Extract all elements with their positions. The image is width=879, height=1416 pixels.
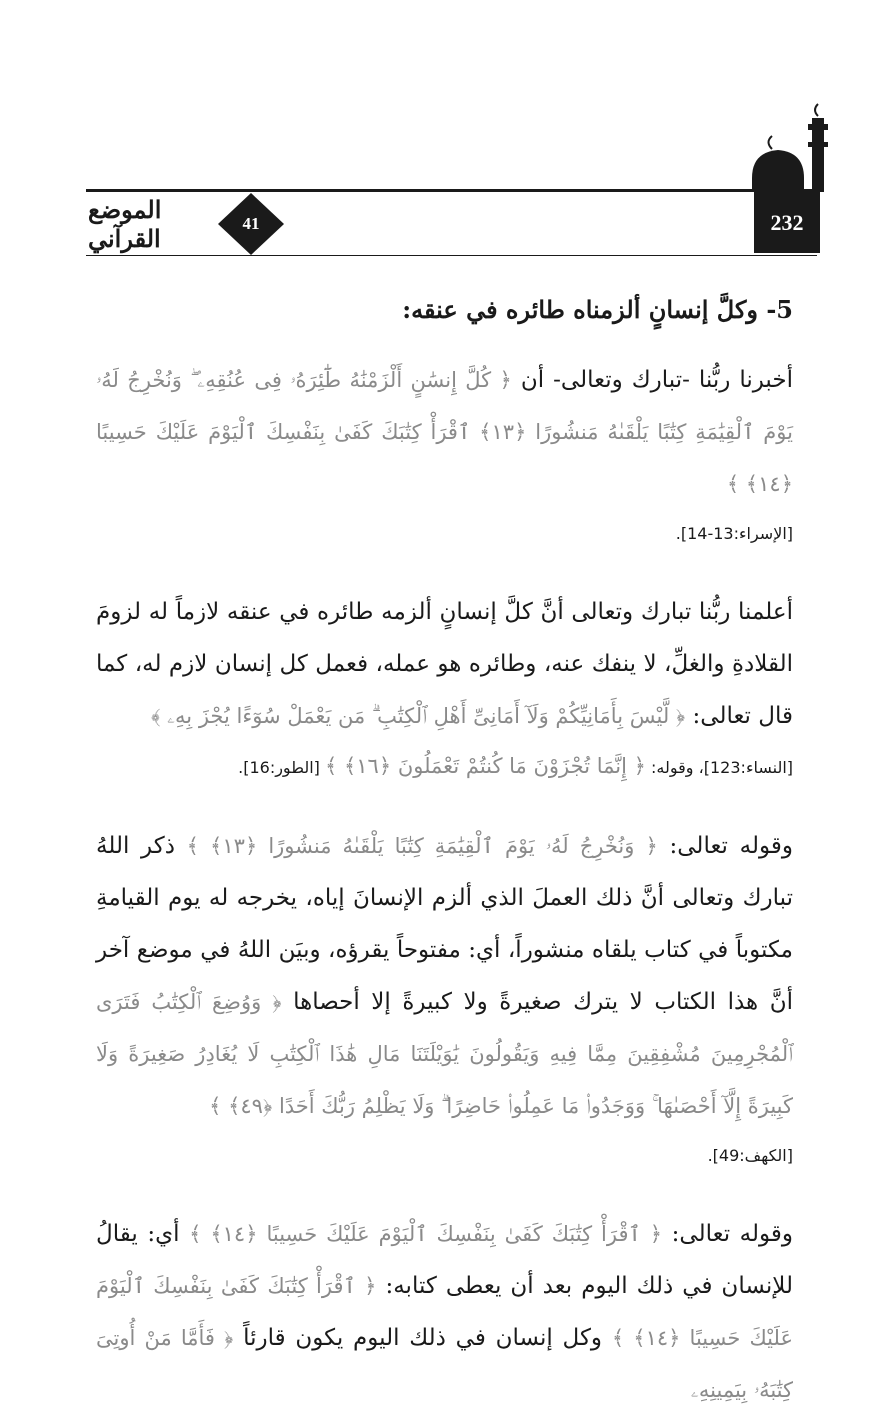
p1-verse: ﴿ كُلَّ إِنسَٰنٍ أَلْزَمْنَٰهُ طَٰٓئِرَهُۥ فِى عُنُقِهِۦ ۖ وَنُخْرِجُ لَهُۥ يَوْمَ ٱلْقِيَٰمَةِ كِتَٰبًا يَلْقَىٰهُ مَنشُورًا ﴿١٣﴾ ٱقْرَأْ كِتَٰبَكَ كَفَىٰ بِنَفْسِكَ ٱلْيَوْمَ عَلَيْكَ حَسِيبًا ﴿١٤﴾ ﴾ [96, 368, 793, 496]
p3-text: ذكر اللهُ تبارك وتعالى أنَّ ذلك العملَ الذي ألزم الإنسانَ إياه، يخرجه له يوم القيامةِ مكتوباً في كتاب يلقاه منشوراً، أي: مفتوحاً يقرؤه، وبيَن اللهُ في موضع آخر أنَّ هذا الكتاب لا يترك صغيرةً ولا كبيرةً إلا أحصاها [96, 833, 794, 1015]
p3-intro: وقوله تعالى: [669, 833, 793, 859]
p2-reference [96, 750, 793, 784]
p3-verse: ﴿ وَنُخْرِجُ لَهُۥ يَوْمَ ٱلْقِيَٰمَةِ كِتَٰبًا يَلْقَىٰهُ مَنشُورًا ﴿١٣﴾ ﴾ [186, 834, 658, 858]
p2-verse2: ﴿ إِنَّمَا تُجْزَوْنَ مَا كُنتُمْ تَعْمَلُونَ ﴿١٦﴾ ﴾ [324, 754, 646, 778]
chapter-number: 41 [242, 214, 260, 233]
p4-verse2: ﴿ ٱقْرَأْ كِتَٰبَكَ كَفَىٰ بِنَفْسِكَ ٱلْيَوْمَ عَلَيْكَ حَسِيبًا ﴿١٤﴾ ﴾ [96, 1274, 793, 1350]
p2-ref2: [الطور:16]. [238, 758, 320, 777]
p1-reference: [الإسراء:13-14]. [675, 524, 793, 543]
p3-reference: [الكهف:49]. [707, 1146, 793, 1165]
header-rule [86, 189, 817, 192]
paragraph-3 [96, 820, 793, 1132]
page-number: 232 [754, 192, 820, 253]
p4-text2: وكل إنسان في ذلك اليوم يكون قارئاً [243, 1325, 603, 1351]
section-title: الموضع القرآني [88, 195, 162, 253]
p4-verse: ﴿ ٱقْرَأْ كِتَٰبَكَ كَفَىٰ بِنَفْسِكَ ٱلْيَوْمَ عَلَيْكَ حَسِيبًا ﴿١٤﴾ ﴾ [189, 1222, 663, 1246]
p4-verse3: ﴿ فَأَمَّا مَنْ أُوتِىَ كِتَٰبَهُۥ بِيَمِينِهِۦ [96, 1326, 793, 1402]
p2-text: أعلمنا ربُّنا تبارك وتعالى أنَّ كلَّ إنسانٍ ألزمه طائره في عنقه لازماً له لزومَ القلادةِ والغلِّ، لا ينفك عنه، وطائره هو عمله، فعمل كل إنسان لازم له، كما قال تعالى: [96, 599, 793, 729]
p2-ref1: [النساء:123]، وقوله: [651, 758, 793, 777]
header-rule-bottom [86, 255, 817, 256]
paragraph-1 [96, 354, 793, 510]
paragraph-2 [96, 586, 793, 742]
paragraph-4 [96, 1208, 793, 1416]
p1-intro: أخبرنا ربُّنا -تبارك وتعالى- أن [520, 367, 793, 393]
p2-verse: ﴿ لَّيْسَ بِأَمَانِيِّكُمْ وَلَآ أَمَانِىِّ أَهْلِ ٱلْكِتَٰبِ ۗ مَن يَعْمَلْ سُوٓءًا يُجْزَ بِهِۦ ﴾ [151, 704, 686, 728]
page-header [0, 0, 879, 280]
p4-intro: وقوله تعالى: [671, 1221, 794, 1247]
page-content [96, 290, 793, 1416]
p4-text: أي: يقالُ للإنسان في ذلك اليوم بعد أن يعطى كتابه: [96, 1221, 793, 1299]
p3-verse2: ﴿ وَوُضِعَ ٱلْكِتَٰبُ فَتَرَى ٱلْمُجْرِمِينَ مُشْفِقِينَ مِمَّا فِيهِ وَيَقُولُونَ يَٰوَيْلَتَنَا مَالِ هَٰذَا ٱلْكِتَٰبِ لَا يُغَادِرُ صَغِيرَةً وَلَا كَبِيرَةً إِلَّآ أَحْصَىٰهَا ۚ وَوَجَدُوا۟ مَا عَمِلُوا۟ حَاضِرًا ۗ وَلَا يَظْلِمُ رَبُّكَ أَحَدًا ﴿٤٩﴾ ﴾ [96, 990, 793, 1118]
mosque-dome-icon [750, 100, 840, 192]
section-heading: 5- وكلَّ إنسانٍ ألزمناه طائره في عنقه: [402, 295, 793, 324]
